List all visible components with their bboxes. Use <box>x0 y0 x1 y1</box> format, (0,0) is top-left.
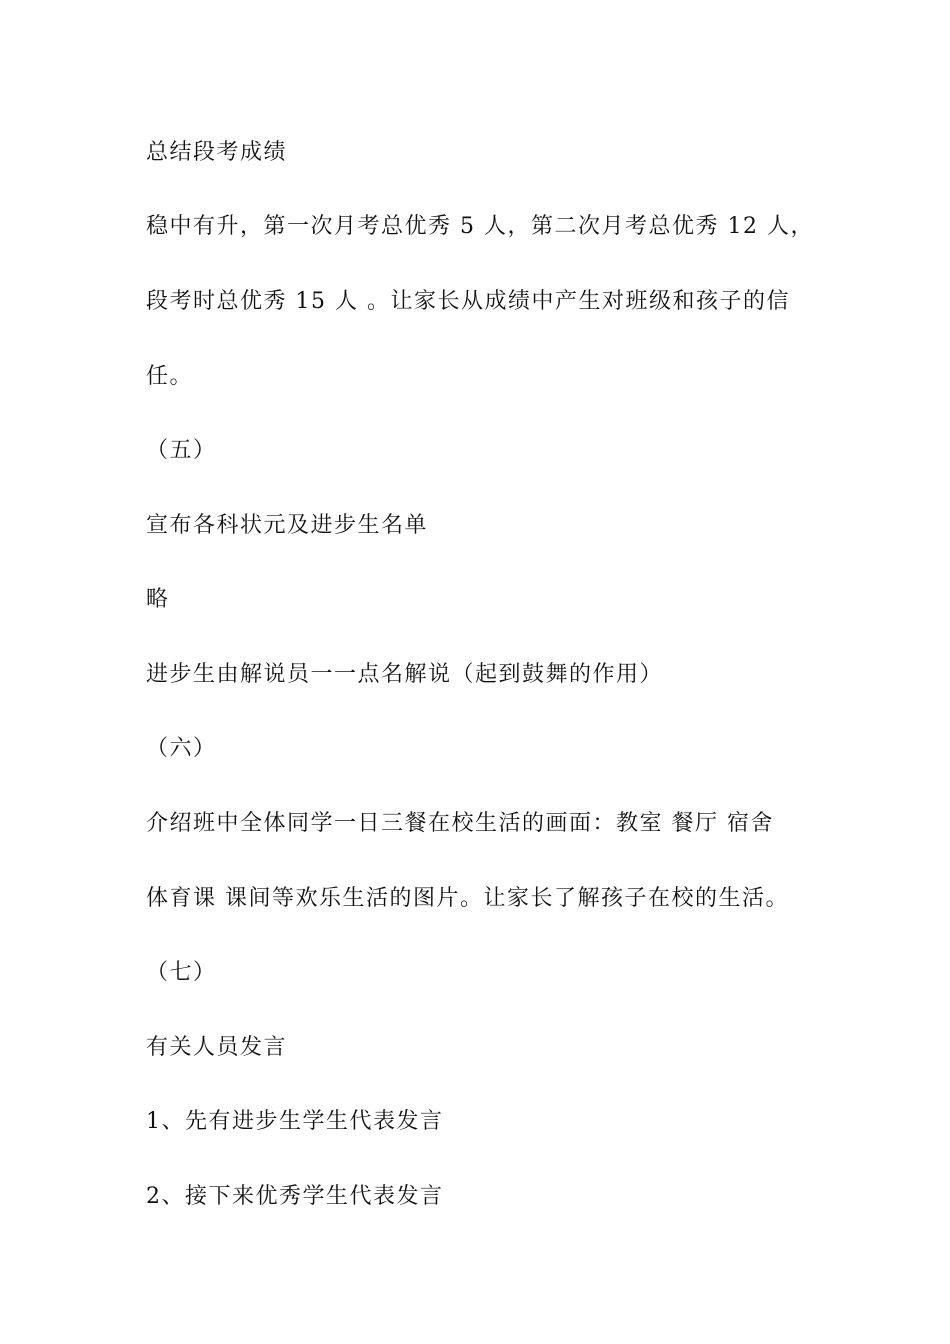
paragraph-line: 稳中有升，第一次月考总优秀 5 人，第二次月考总优秀 12 人， <box>146 214 814 239</box>
list-item: 2、接下来优秀学生代表发言 <box>146 1184 444 1209</box>
paragraph-line: 介绍班中全体同学一日三餐在校生活的画面：教室 餐厅 宿舍 <box>146 811 774 836</box>
section-heading-speeches: 有关人员发言 <box>146 1035 288 1060</box>
section-number-six: （六） <box>146 736 217 761</box>
section-heading-exam-summary: 总结段考成绩 <box>146 140 288 165</box>
section-number-five: （五） <box>146 438 217 463</box>
paragraph-line: 略 <box>146 587 170 612</box>
list-item: 1、先有进步生学生代表发言 <box>146 1109 444 1134</box>
paragraph-line: 段考时总优秀 15 人 。让家长从成绩中产生对班级和孩子的信 <box>146 289 790 314</box>
section-heading-top-students: 宣布各科状元及进步生名单 <box>146 513 429 538</box>
paragraph-line: 体育课 课间等欢乐生活的图片。让家长了解孩子在校的生活。 <box>146 886 789 911</box>
paragraph-line: 任。 <box>146 364 194 389</box>
paragraph-line: 进步生由解说员一一点名解说（起到鼓舞的作用） <box>146 662 664 687</box>
section-number-seven: （七） <box>146 960 217 985</box>
